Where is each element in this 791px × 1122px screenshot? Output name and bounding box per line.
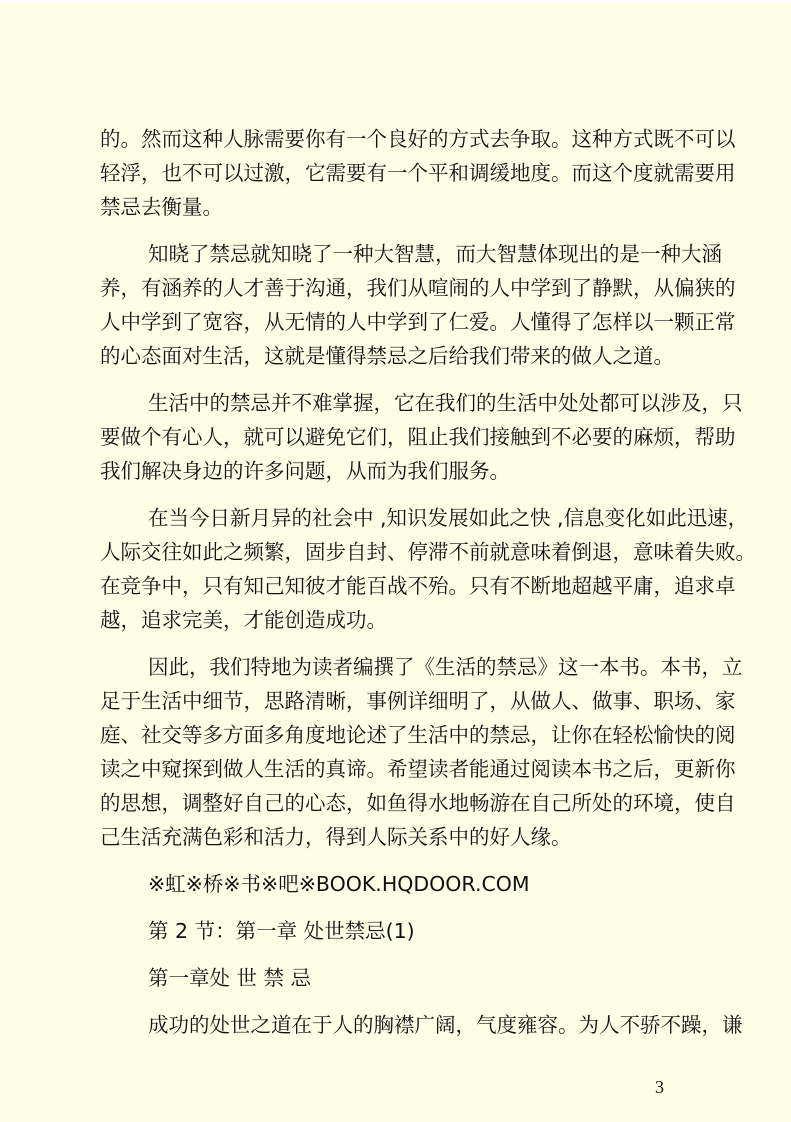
text-line: 己生活充满色彩和活力，得到人际关系中的好人缘。	[100, 825, 572, 849]
text-line: 越，追求完美，才能创造成功。	[100, 608, 387, 632]
text-line: 知晓了禁忌就知晓了一种大智慧，而大智慧体现出的是一种大涵	[148, 242, 722, 266]
text-line: 足于生活中细节，思路清晰，事例详细明了，从做人、做事、职场、家	[100, 689, 736, 713]
text-line: 养，有涵养的人才善于沟通，我们从喧闹的人中学到了静默，从偏狭的	[100, 276, 736, 300]
section-title: 第 2 节：第一章 处世禁忌(1)	[148, 919, 415, 943]
text-line: 的思想，调整好自己的心态，如鱼得水地畅游在自己所处的环境，使自	[100, 791, 736, 815]
chapter-title: 第一章处 世 禁 忌	[148, 966, 312, 990]
text-line: 生活中的禁忌并不难掌握，它在我们的生活中处处都可以涉及，只	[148, 391, 743, 415]
page-number: 3	[655, 1077, 664, 1097]
watermark-text: ※虹※桥※书※吧※BOOK.HQDOOR.COM	[148, 872, 530, 896]
text-line: 读之中窥探到做人生活的真谛。希望读者能通过阅读本书之后，更新你	[100, 757, 736, 781]
text-line: 轻浮，也不可以过激，它需要有一个平和调缓地度。而这个度就需要用	[100, 161, 736, 185]
paragraph-competition	[100, 501, 756, 637]
text-line: 要做个有心人，就可以避免它们，阻止我们接触到不必要的麻烦，帮助	[100, 425, 736, 449]
text-line: 成功的处世之道在于人的胸襟广阔，气度雍容。为人不骄不躁，谦	[148, 1013, 743, 1037]
paragraph-mastery	[100, 386, 743, 488]
page-top-edge	[0, 0, 791, 3]
watermark-line	[100, 867, 722, 901]
text-line: 我们解决身边的许多问题，从而为我们服务。	[100, 459, 510, 483]
paragraph-intro-continuation	[100, 122, 736, 224]
text-line: 人际交往如此之频繁，固步自封、停滞不前就意味着倒退，意味着失败。	[100, 540, 756, 564]
text-line: 的。然而这种人脉需要你有一个良好的方式去争取。这种方式既不可以	[100, 127, 736, 151]
text-line: 在竞争中，只有知己知彼才能百战不殆。只有不断地超越平庸，追求卓	[100, 574, 736, 598]
paragraph-book-intro	[100, 650, 743, 854]
section-heading	[100, 914, 722, 948]
text-line: 因此，我们特地为读者编撰了《生活的禁忌》这一本书。本书，立	[148, 655, 743, 679]
paragraph-wisdom	[100, 237, 736, 373]
chapter-heading	[100, 961, 722, 995]
text-line: 禁忌去衡量。	[100, 195, 223, 219]
document-body	[100, 122, 756, 1055]
text-line: 庭、社交等多方面多角度地论述了生活中的禁忌，让你在轻松愉快的阅	[100, 723, 736, 747]
text-line: 的心态面对生活，这就是懂得禁忌之后给我们带来的做人之道。	[100, 344, 674, 368]
text-line: 在当今日新月异的社会中 ,知识发展如此之快 ,信息变化如此迅速，	[148, 506, 749, 530]
text-line: 人中学到了宽容，从无情的人中学到了仁爱。人懂得了怎样以一颗正常	[100, 310, 736, 334]
paragraph-chapter-opening	[100, 1008, 743, 1042]
